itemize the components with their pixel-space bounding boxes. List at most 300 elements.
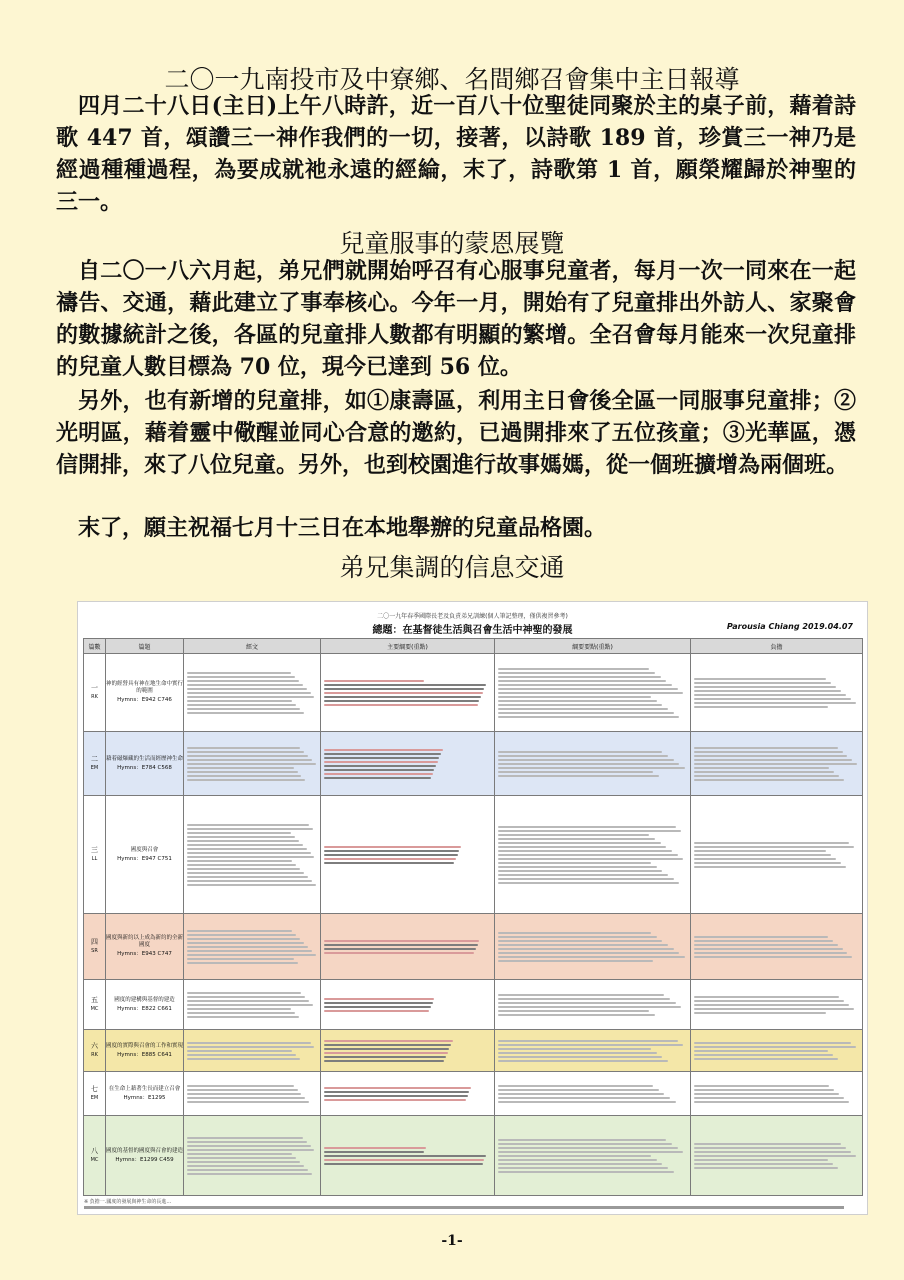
text-line bbox=[694, 948, 843, 950]
row-burden-cell bbox=[691, 796, 863, 914]
section1-paragraph: 四月二十八日(主日)上午八時許，近一百八十位聖徒同聚於主的桌子前，藉着詩歌 447 首，頌讚三一神作我們的一切，接著，以詩歌 189 首，珍賞三一神乃是經過種種過程，為要成就祂永遠的經綸，末了，詩歌第 1 首，願榮耀歸於神聖的三一。 bbox=[56, 93, 856, 215]
text-line bbox=[187, 708, 300, 710]
text-line bbox=[324, 858, 456, 860]
text-line bbox=[694, 1163, 833, 1165]
text-line bbox=[187, 680, 299, 682]
text-line bbox=[694, 996, 839, 998]
text-line bbox=[498, 684, 672, 686]
text-line bbox=[498, 998, 670, 1000]
row-number: 二 bbox=[91, 754, 98, 763]
text-line bbox=[187, 1097, 305, 1099]
text-line bbox=[694, 866, 846, 868]
text-line bbox=[694, 751, 843, 753]
text-line bbox=[694, 944, 838, 946]
text-line bbox=[498, 767, 685, 769]
text-line bbox=[498, 676, 661, 678]
text-line bbox=[498, 944, 668, 946]
table-row bbox=[84, 914, 863, 980]
col-header-key-points: 綱要要點(重點) bbox=[495, 639, 691, 654]
text-line bbox=[694, 854, 831, 856]
row-hymn: Hymns：E885 C641 bbox=[117, 1051, 172, 1058]
row-number: 八 bbox=[91, 1146, 98, 1155]
page-number: -1- bbox=[441, 1233, 463, 1249]
text-line bbox=[498, 1056, 662, 1058]
text-line bbox=[187, 1101, 309, 1103]
text-line bbox=[324, 1147, 426, 1149]
text-line bbox=[324, 777, 431, 779]
text-line bbox=[187, 712, 304, 714]
col-header-number: 篇數 bbox=[84, 639, 106, 654]
row-hymn: Hymns：E1299 C459 bbox=[115, 1156, 174, 1163]
row-main-points-cell bbox=[321, 914, 495, 980]
row-scripture-cell bbox=[184, 914, 321, 980]
figure-author: Parousia Chiang 2019.04.07 bbox=[726, 622, 853, 631]
text-line bbox=[324, 846, 461, 848]
text-line bbox=[324, 1155, 486, 1157]
row-code: MC bbox=[90, 1005, 99, 1012]
row-burden-cell bbox=[691, 1072, 863, 1116]
text-line bbox=[694, 1012, 826, 1014]
section2-paragraph-2: 另外，也有新增的兒童排，如①康壽區，利用主日會後全區一同服事兒童排；②光明區，藉着靈中儆醒並同心合意的邀約，已過開排來了五位孩童；③光華區，憑信開排，來了八位兒童。另外，也到校園進行故事媽媽，從一個班擴增為兩個班。 bbox=[56, 388, 856, 478]
text-line bbox=[324, 1163, 483, 1165]
text-line bbox=[187, 1012, 295, 1014]
row-theme: 在生命上藉著生長而建立召會 bbox=[108, 1085, 181, 1092]
text-line bbox=[498, 704, 662, 706]
text-line bbox=[498, 1048, 651, 1050]
row-hymn: Hymns：E822 C661 bbox=[117, 1005, 172, 1012]
text-line bbox=[187, 1161, 300, 1163]
row-number-cell bbox=[84, 1072, 106, 1116]
row-code: EM bbox=[90, 1094, 99, 1101]
figure-title: 總題：在基督徒生活與召會生活中神聖的發展 bbox=[372, 625, 573, 636]
text-line bbox=[498, 936, 657, 938]
text-line bbox=[187, 954, 316, 956]
text-line bbox=[694, 747, 838, 749]
text-line bbox=[498, 948, 674, 950]
text-line bbox=[324, 696, 481, 698]
row-number-cell bbox=[84, 732, 106, 796]
text-line bbox=[694, 1008, 854, 1010]
row-scripture-cell bbox=[184, 1072, 321, 1116]
table-row bbox=[84, 654, 863, 732]
row-key-points-cell bbox=[495, 980, 691, 1030]
row-key-points-cell bbox=[495, 1072, 691, 1116]
text-line bbox=[187, 868, 300, 870]
text-line bbox=[694, 858, 836, 860]
text-line bbox=[694, 1093, 839, 1095]
text-line bbox=[187, 876, 308, 878]
text-line bbox=[694, 956, 852, 958]
text-line bbox=[694, 1058, 838, 1060]
outline-table-image bbox=[77, 601, 868, 1215]
text-line bbox=[187, 992, 301, 994]
text-line bbox=[324, 998, 434, 1000]
text-line bbox=[498, 1163, 662, 1165]
text-line bbox=[694, 694, 846, 696]
text-line bbox=[694, 779, 844, 781]
text-line bbox=[187, 938, 300, 940]
text-line bbox=[187, 1004, 313, 1006]
text-line bbox=[187, 767, 294, 769]
row-number: 一 bbox=[91, 683, 98, 692]
text-line bbox=[498, 940, 662, 942]
text-line bbox=[498, 870, 662, 872]
text-line bbox=[187, 840, 299, 842]
text-line bbox=[498, 1002, 676, 1004]
text-line bbox=[187, 1169, 308, 1171]
row-code: EM bbox=[90, 764, 99, 771]
text-line bbox=[694, 706, 828, 708]
text-line bbox=[694, 759, 852, 761]
text-line bbox=[187, 852, 311, 854]
text-line bbox=[187, 700, 292, 702]
text-line bbox=[324, 700, 479, 702]
text-line bbox=[187, 828, 313, 830]
text-line bbox=[187, 832, 291, 834]
text-line bbox=[187, 692, 311, 694]
text-line bbox=[187, 1050, 292, 1052]
text-line bbox=[187, 751, 304, 753]
text-line bbox=[324, 1048, 449, 1050]
text-line bbox=[694, 686, 836, 688]
row-number-cell bbox=[84, 914, 106, 980]
text-line bbox=[187, 704, 296, 706]
text-line bbox=[187, 934, 296, 936]
text-line bbox=[187, 1165, 304, 1167]
text-line bbox=[498, 680, 666, 682]
text-line bbox=[187, 958, 294, 960]
text-line bbox=[694, 1167, 838, 1169]
row-main-points-cell bbox=[321, 1072, 495, 1116]
text-line bbox=[498, 751, 662, 753]
text-line bbox=[187, 930, 292, 932]
text-line bbox=[187, 1141, 307, 1143]
row-hymn: Hymns：E947 C751 bbox=[117, 855, 172, 862]
text-line bbox=[324, 757, 439, 759]
text-line bbox=[498, 854, 678, 856]
text-line bbox=[324, 1006, 431, 1008]
text-line bbox=[324, 1056, 446, 1058]
text-line bbox=[498, 952, 679, 954]
col-header-scripture: 經文 bbox=[184, 639, 321, 654]
text-line bbox=[498, 688, 678, 690]
text-line bbox=[694, 771, 834, 773]
row-burden-cell bbox=[691, 1116, 863, 1196]
text-line bbox=[187, 880, 312, 882]
text-line bbox=[187, 884, 316, 886]
text-line bbox=[324, 948, 476, 950]
text-line bbox=[498, 672, 655, 674]
text-line bbox=[187, 848, 307, 850]
text-line bbox=[324, 1095, 468, 1097]
text-line bbox=[187, 747, 300, 749]
row-theme: 藉着磁爆藏的生活而經歷神生命 bbox=[106, 755, 184, 762]
text-line bbox=[498, 771, 653, 773]
text-line bbox=[187, 946, 308, 948]
text-line bbox=[498, 692, 683, 694]
text-line bbox=[694, 952, 847, 954]
figure-subtitle: 二〇一九年春季國際長老及負責弟兄訓練(個人筆記整理，僅供複習參考) bbox=[377, 613, 568, 620]
table-row bbox=[84, 1116, 863, 1196]
row-theme-cell bbox=[106, 1030, 184, 1072]
row-code: RK bbox=[91, 693, 98, 700]
text-line bbox=[694, 850, 826, 852]
text-line bbox=[694, 1046, 856, 1048]
text-line bbox=[498, 994, 664, 996]
text-line bbox=[187, 1016, 299, 1018]
col-header-title: 篇題 bbox=[106, 639, 184, 654]
text-line bbox=[498, 1010, 649, 1012]
row-hymn: Hymns：E784 C568 bbox=[117, 764, 172, 771]
text-line bbox=[498, 1097, 670, 1099]
text-line bbox=[694, 702, 856, 704]
text-line bbox=[498, 775, 659, 777]
text-line bbox=[498, 1159, 657, 1161]
text-line bbox=[187, 844, 303, 846]
text-line bbox=[187, 672, 291, 674]
text-line bbox=[694, 775, 839, 777]
row-number-cell bbox=[84, 1030, 106, 1072]
text-line bbox=[694, 1147, 846, 1149]
figure-footnote-line bbox=[84, 1206, 844, 1209]
row-burden-cell bbox=[691, 654, 863, 732]
text-line bbox=[694, 1159, 828, 1161]
row-theme: 國度的建構與基督的建造 bbox=[114, 996, 175, 1003]
row-code: LL bbox=[91, 855, 98, 862]
text-line bbox=[187, 1153, 292, 1155]
text-line bbox=[498, 1167, 668, 1169]
text-line bbox=[187, 824, 309, 826]
row-main-points-cell bbox=[321, 654, 495, 732]
text-line bbox=[187, 755, 308, 757]
text-line bbox=[324, 773, 433, 775]
table-row bbox=[84, 980, 863, 1030]
text-line bbox=[694, 767, 829, 769]
row-key-points-cell bbox=[495, 796, 691, 914]
text-line bbox=[694, 1004, 849, 1006]
text-line bbox=[498, 1085, 653, 1087]
text-line bbox=[694, 1085, 829, 1087]
text-line bbox=[187, 1054, 296, 1056]
text-line bbox=[498, 716, 679, 718]
text-line bbox=[187, 1042, 311, 1044]
text-line bbox=[694, 690, 841, 692]
text-line bbox=[498, 874, 668, 876]
text-line bbox=[324, 1159, 484, 1161]
text-line bbox=[498, 838, 655, 840]
text-line bbox=[324, 944, 478, 946]
text-line bbox=[324, 1099, 466, 1101]
col-header-main-points: 主要綱要(重點) bbox=[321, 639, 495, 654]
text-line bbox=[694, 698, 851, 700]
text-line bbox=[498, 846, 666, 848]
row-burden-cell bbox=[691, 732, 863, 796]
text-line bbox=[498, 882, 679, 884]
text-line bbox=[324, 753, 441, 755]
text-line bbox=[187, 836, 295, 838]
text-line bbox=[187, 759, 312, 761]
row-number: 五 bbox=[91, 995, 98, 1004]
text-line bbox=[498, 850, 672, 852]
text-line bbox=[324, 854, 458, 856]
text-line bbox=[324, 692, 483, 694]
row-theme: 國度的基督的國度與召會的建造 bbox=[106, 1147, 184, 1154]
row-main-points-cell bbox=[321, 1116, 495, 1196]
text-line bbox=[694, 1151, 851, 1153]
outline-table bbox=[83, 638, 863, 1196]
text-line bbox=[498, 1089, 659, 1091]
row-theme-cell bbox=[106, 1116, 184, 1196]
row-theme-cell bbox=[106, 654, 184, 732]
text-line bbox=[498, 878, 674, 880]
section2-paragraph-3: 末了，願主祝福七月十三日在本地舉辦的兒童品格園。 bbox=[78, 515, 607, 541]
text-line bbox=[324, 1040, 453, 1042]
text-line bbox=[694, 842, 849, 844]
row-theme: 國度的實際與召會的工作和實現 bbox=[106, 1042, 184, 1049]
text-line bbox=[187, 950, 312, 952]
text-line bbox=[498, 1143, 672, 1145]
text-line bbox=[187, 779, 305, 781]
row-scripture-cell bbox=[184, 1030, 321, 1072]
row-burden-cell bbox=[691, 914, 863, 980]
text-line bbox=[187, 864, 296, 866]
text-line bbox=[324, 684, 486, 686]
row-theme-cell bbox=[106, 796, 184, 914]
table-row bbox=[84, 1030, 863, 1072]
text-line bbox=[187, 688, 307, 690]
text-line bbox=[498, 1093, 664, 1095]
text-line bbox=[187, 1157, 296, 1159]
text-line bbox=[694, 1089, 834, 1091]
text-line bbox=[498, 1014, 655, 1016]
text-line bbox=[324, 1002, 433, 1004]
text-line bbox=[498, 668, 649, 670]
row-code: MC bbox=[90, 1156, 99, 1163]
row-key-points-cell bbox=[495, 1116, 691, 1196]
text-line bbox=[324, 769, 434, 771]
table-row bbox=[84, 1072, 863, 1116]
text-line bbox=[498, 834, 649, 836]
row-number: 七 bbox=[91, 1084, 98, 1093]
row-number-cell bbox=[84, 796, 106, 914]
text-line bbox=[324, 862, 454, 864]
table-row bbox=[84, 732, 863, 796]
text-line bbox=[498, 932, 651, 934]
text-line bbox=[498, 1171, 674, 1173]
row-scripture-cell bbox=[184, 796, 321, 914]
text-line bbox=[324, 749, 443, 751]
table-header-row bbox=[84, 639, 863, 654]
text-line bbox=[694, 755, 847, 757]
text-line bbox=[498, 1044, 683, 1046]
text-line bbox=[187, 1046, 314, 1048]
text-line bbox=[694, 846, 854, 848]
row-number-cell bbox=[84, 1116, 106, 1196]
text-line bbox=[498, 866, 657, 868]
text-line bbox=[498, 826, 676, 828]
text-line bbox=[498, 696, 651, 698]
row-main-points-cell bbox=[321, 796, 495, 914]
text-line bbox=[694, 763, 857, 765]
text-line bbox=[187, 860, 292, 862]
row-number: 三 bbox=[91, 845, 98, 854]
text-line bbox=[694, 678, 826, 680]
text-line bbox=[694, 682, 831, 684]
text-line bbox=[498, 1147, 678, 1149]
text-line bbox=[498, 1060, 668, 1062]
text-line bbox=[324, 1060, 444, 1062]
text-line bbox=[324, 704, 478, 706]
section2-paragraph-1: 自二〇一八六月起，弟兄們就開始呼召有心服事兒童者，每月一次一同來在一起禱告、交通，藉此建立了事奉核心。今年一月，開始有了兒童排出外訪人、家聚會的數據統計之後，各區的兒童排人數都有明顯的繁增。全召會每月能來一次兒童排的兒童人數目標為 70 位，現今已達到 56 位。 bbox=[56, 258, 856, 380]
text-line bbox=[498, 759, 674, 761]
text-line bbox=[694, 1155, 856, 1157]
row-number: 四 bbox=[91, 937, 98, 946]
text-line bbox=[187, 1085, 294, 1087]
text-line bbox=[187, 1000, 309, 1002]
row-hymn: Hymns：E942 C746 bbox=[117, 697, 172, 703]
text-line bbox=[498, 708, 668, 710]
text-line bbox=[498, 830, 681, 832]
row-theme-cell bbox=[106, 1072, 184, 1116]
section3-title: 弟兄集調的信息交通 bbox=[339, 553, 565, 582]
text-line bbox=[324, 688, 484, 690]
row-key-points-cell bbox=[495, 654, 691, 732]
text-line bbox=[187, 1008, 291, 1010]
text-line bbox=[324, 1044, 451, 1046]
text-line bbox=[498, 1155, 651, 1157]
text-line bbox=[187, 1173, 312, 1175]
section2-title: 兒童服事的蒙恩展覽 bbox=[339, 229, 565, 258]
row-key-points-cell bbox=[495, 914, 691, 980]
row-scripture-cell bbox=[184, 980, 321, 1030]
row-burden-cell bbox=[691, 980, 863, 1030]
text-line bbox=[694, 1054, 833, 1056]
text-line bbox=[324, 940, 479, 942]
text-line bbox=[187, 696, 314, 698]
row-key-points-cell bbox=[495, 732, 691, 796]
text-line bbox=[324, 952, 474, 954]
row-main-points-cell bbox=[321, 1030, 495, 1072]
text-line bbox=[694, 1097, 844, 1099]
row-scripture-cell bbox=[184, 1116, 321, 1196]
text-line bbox=[324, 1151, 424, 1153]
text-line bbox=[498, 755, 668, 757]
text-line bbox=[694, 862, 841, 864]
text-line bbox=[187, 1093, 301, 1095]
text-line bbox=[498, 956, 685, 958]
text-line bbox=[187, 962, 298, 964]
text-line bbox=[187, 1149, 314, 1151]
text-line bbox=[187, 676, 295, 678]
text-line bbox=[498, 858, 683, 860]
row-key-points-cell bbox=[495, 1030, 691, 1072]
text-line bbox=[498, 700, 657, 702]
text-line bbox=[324, 1091, 469, 1093]
row-theme-cell bbox=[106, 980, 184, 1030]
text-line bbox=[498, 1052, 657, 1054]
text-line bbox=[498, 960, 653, 962]
text-line bbox=[694, 1042, 851, 1044]
row-scripture-cell bbox=[184, 654, 321, 732]
text-line bbox=[187, 1058, 300, 1060]
text-line bbox=[498, 712, 674, 714]
text-line bbox=[187, 1089, 298, 1091]
text-line bbox=[324, 1087, 471, 1089]
text-line bbox=[187, 856, 314, 858]
row-main-points-cell bbox=[321, 980, 495, 1030]
text-line bbox=[498, 763, 679, 765]
row-hymn: Hymns：E1295 bbox=[123, 1094, 166, 1101]
